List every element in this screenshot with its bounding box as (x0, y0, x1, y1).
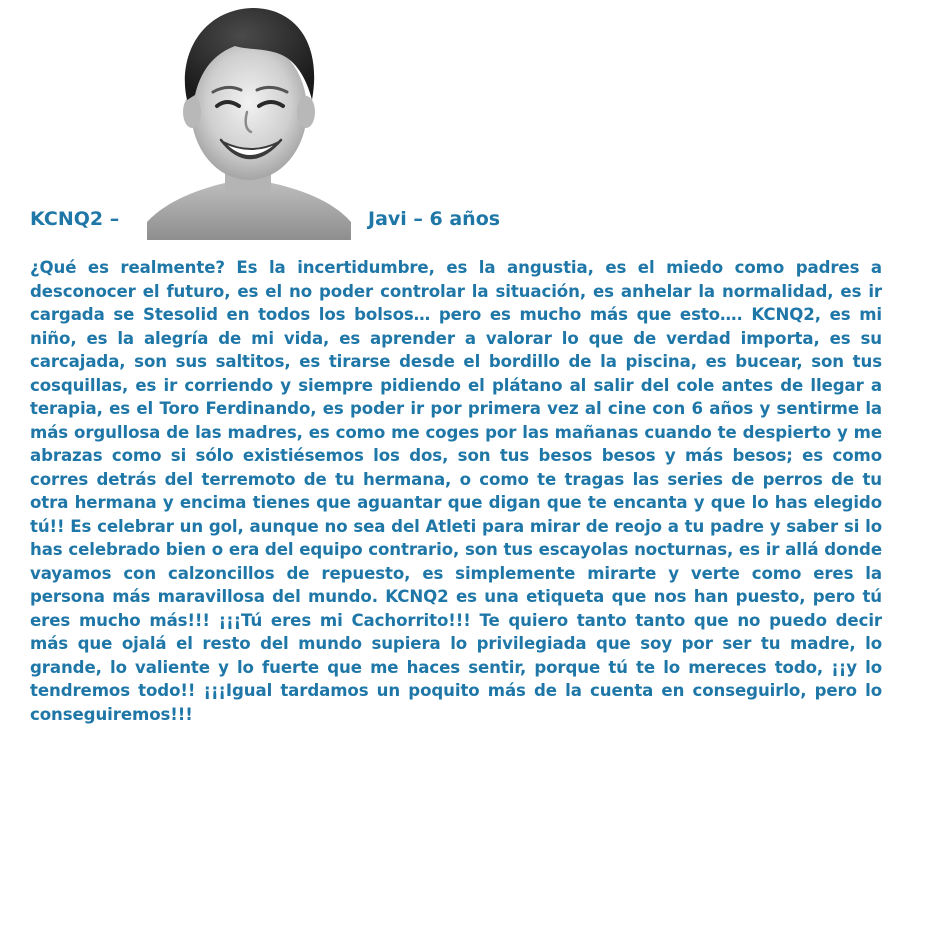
heading-condition: KCNQ2 – (30, 208, 120, 230)
letter-paragraph: ¿Qué es realmente? Es la incertidumbre, es la angustia, es el miedo como padres a desconocer el futuro, es el no poder controlar la situación, es anhelar la normalidad, es ir cargada se Stesolid en todos los bolsos… pero es mucho más que esto…. KCNQ2, es mi niño, es la alegría de mi vida, es aprender a valorar lo que de verdad importa, es su carcajada, son sus saltitos, es tirarse desde el bordillo de la piscina, es bucear, son tus cosquillas, es ir corriendo y siempre pidiendo el plátano al salir del cole antes de llegar a terapia, es el Toro Ferdinando, es poder ir por primera vez al cine con 6 años y sentirme la más orgullosa de las madres, es como me coges por las mañanas cuando te despierto y me abrazas como si sólo existiésemos los dos, son tus besos besos y más besos; es como corres detrás del terremoto de tu hermana, o como te tragas las series de perros de tu otra hermana y encima tienes que aguantar que digan que te encanta y que lo has elegido tú!! Es celebrar un gol, aunque no sea del Atleti para mirar de reojo a tu padre y saber si lo has celebrado bien o era del equipo contrario, son tus escayolas nocturnas, es ir allá donde vayamos con calzoncillos de repuesto, es simplemente mirarte y verte como eres la persona más maravillosa del mundo. KCNQ2 es una etiqueta que nos han puesto, pero tú eres mucho más!!! ¡¡¡Tú eres mi Cachorrito!!! Te quiero tanto tanto que no puedo decir más que ojalá el resto del mundo supiera lo privilegiada que soy por ser tu madre, lo grande, lo valiente y lo fuerte que me haces sentir, porque tú te lo mereces todo, ¡¡y lo tendremos todo!! ¡¡¡Igual tardamos un poquito más de la cuenta en conseguirlo, pero lo conseguiremos!!! (30, 258, 882, 724)
heading-name-age: Javi – 6 años (368, 208, 501, 230)
child-portrait-photo (147, 0, 351, 240)
